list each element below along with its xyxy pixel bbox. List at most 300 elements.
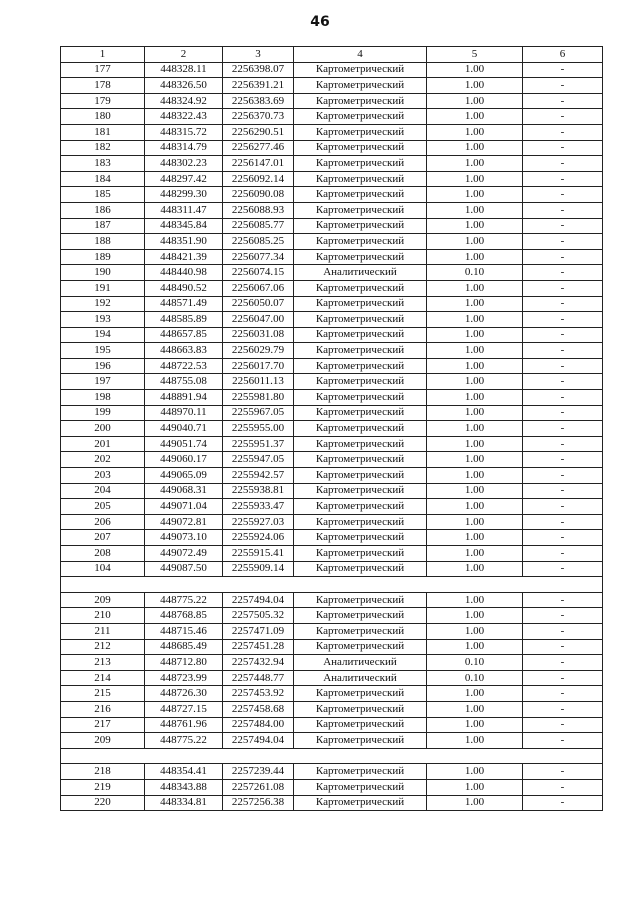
table-cell: 2256074.15 bbox=[223, 265, 294, 281]
table-row bbox=[61, 717, 603, 733]
table-cell: Картометрический bbox=[294, 733, 427, 749]
table-cell: 448326.50 bbox=[145, 78, 223, 94]
table-cell: - bbox=[523, 639, 603, 655]
table-cell: - bbox=[523, 62, 603, 78]
table-cell: 448775.22 bbox=[145, 592, 223, 608]
table-cell: 448314.79 bbox=[145, 140, 223, 156]
table-cell: - bbox=[523, 608, 603, 624]
table-cell: Картометрический bbox=[294, 608, 427, 624]
table-cell: 2257451.28 bbox=[223, 639, 294, 655]
table-cell: 449087.50 bbox=[145, 561, 223, 577]
table-cell: 198 bbox=[61, 390, 145, 406]
table-cell: 2256090.08 bbox=[223, 187, 294, 203]
table-cell: - bbox=[523, 405, 603, 421]
table-cell: 448712.80 bbox=[145, 655, 223, 671]
table-cell: 449068.31 bbox=[145, 483, 223, 499]
table-row bbox=[61, 405, 603, 421]
table-cell: 1.00 bbox=[427, 795, 523, 811]
table-cell: Картометрический bbox=[294, 530, 427, 546]
table-cell: Картометрический bbox=[294, 592, 427, 608]
table-cell: 1.00 bbox=[427, 109, 523, 125]
table-cell: 2255947.05 bbox=[223, 452, 294, 468]
table-cell: 2255909.14 bbox=[223, 561, 294, 577]
table-cell: 199 bbox=[61, 405, 145, 421]
table-cell: - bbox=[523, 468, 603, 484]
table-cell: 209 bbox=[61, 733, 145, 749]
table-row bbox=[61, 78, 603, 94]
table-row bbox=[61, 156, 603, 172]
table-cell: 183 bbox=[61, 156, 145, 172]
table-cell: - bbox=[523, 530, 603, 546]
table-cell: Картометрический bbox=[294, 296, 427, 312]
table-cell: 220 bbox=[61, 795, 145, 811]
table-cell: 209 bbox=[61, 592, 145, 608]
table-cell: 1.00 bbox=[427, 296, 523, 312]
table-cell: 1.00 bbox=[427, 343, 523, 359]
table-row bbox=[61, 249, 603, 265]
table-row bbox=[61, 623, 603, 639]
table-cell: 1.00 bbox=[427, 124, 523, 140]
table-row bbox=[61, 171, 603, 187]
table-cell: 2255951.37 bbox=[223, 436, 294, 452]
table-cell: 448726.30 bbox=[145, 686, 223, 702]
table-cell: - bbox=[523, 218, 603, 234]
header-cell: 4 bbox=[294, 47, 427, 63]
table-cell: - bbox=[523, 686, 603, 702]
table-cell: 2256017.70 bbox=[223, 358, 294, 374]
table-cell: Картометрический bbox=[294, 390, 427, 406]
table-row bbox=[61, 670, 603, 686]
table-cell: - bbox=[523, 140, 603, 156]
table-cell: Картометрический bbox=[294, 124, 427, 140]
table-row bbox=[61, 436, 603, 452]
table-cell: 1.00 bbox=[427, 468, 523, 484]
table-cell: 179 bbox=[61, 93, 145, 109]
table-cell: 2255955.00 bbox=[223, 421, 294, 437]
table-cell: - bbox=[523, 546, 603, 562]
table-cell: 189 bbox=[61, 249, 145, 265]
table-cell: 448421.39 bbox=[145, 249, 223, 265]
table-cell: 2257448.77 bbox=[223, 670, 294, 686]
table-cell: 448657.85 bbox=[145, 327, 223, 343]
table-cell: - bbox=[523, 93, 603, 109]
table-cell: 448322.43 bbox=[145, 109, 223, 125]
table-cell: 1.00 bbox=[427, 717, 523, 733]
table-cell: 1.00 bbox=[427, 202, 523, 218]
table-cell: Аналитический bbox=[294, 265, 427, 281]
table-row bbox=[61, 296, 603, 312]
table-cell: Картометрический bbox=[294, 483, 427, 499]
table-row bbox=[61, 202, 603, 218]
table-cell: 449073.10 bbox=[145, 530, 223, 546]
table-cell: 211 bbox=[61, 623, 145, 639]
table-row bbox=[61, 390, 603, 406]
table-cell: - bbox=[523, 374, 603, 390]
table-cell: - bbox=[523, 733, 603, 749]
table-row bbox=[61, 124, 603, 140]
table-cell: Картометрический bbox=[294, 717, 427, 733]
table-row bbox=[61, 701, 603, 717]
table-cell: 1.00 bbox=[427, 280, 523, 296]
table-cell: - bbox=[523, 234, 603, 250]
table-cell: Картометрический bbox=[294, 327, 427, 343]
table-cell: - bbox=[523, 280, 603, 296]
table-row bbox=[61, 655, 603, 671]
table-row bbox=[61, 546, 603, 562]
table-cell: Картометрический bbox=[294, 218, 427, 234]
table-cell: 2256067.06 bbox=[223, 280, 294, 296]
header-cell: 5 bbox=[427, 47, 523, 63]
table-cell: 448571.49 bbox=[145, 296, 223, 312]
table-cell: - bbox=[523, 327, 603, 343]
table-cell: 449060.17 bbox=[145, 452, 223, 468]
table-cell: Картометрический bbox=[294, 546, 427, 562]
table-cell: 2255967.05 bbox=[223, 405, 294, 421]
table-cell: 104 bbox=[61, 561, 145, 577]
group-separator-row bbox=[61, 577, 603, 593]
table-cell: Картометрический bbox=[294, 421, 427, 437]
table-cell: 1.00 bbox=[427, 701, 523, 717]
table-row bbox=[61, 421, 603, 437]
table-row bbox=[61, 374, 603, 390]
table-row bbox=[61, 639, 603, 655]
table-cell: - bbox=[523, 561, 603, 577]
table-cell: 216 bbox=[61, 701, 145, 717]
table-cell: 1.00 bbox=[427, 623, 523, 639]
table-cell: 213 bbox=[61, 655, 145, 671]
table-cell: 191 bbox=[61, 280, 145, 296]
table-cell: 2255924.06 bbox=[223, 530, 294, 546]
table-cell: 177 bbox=[61, 62, 145, 78]
table-row bbox=[61, 265, 603, 281]
table-cell: Картометрический bbox=[294, 764, 427, 780]
table-cell: 205 bbox=[61, 499, 145, 515]
table-cell: 184 bbox=[61, 171, 145, 187]
table-cell: 219 bbox=[61, 779, 145, 795]
table-cell: - bbox=[523, 265, 603, 281]
table-header-row bbox=[61, 47, 603, 63]
table-cell: 2257484.00 bbox=[223, 717, 294, 733]
table-cell: Картометрический bbox=[294, 405, 427, 421]
table-cell: 1.00 bbox=[427, 530, 523, 546]
table-cell: - bbox=[523, 187, 603, 203]
table-cell: 448490.52 bbox=[145, 280, 223, 296]
table-cell: 192 bbox=[61, 296, 145, 312]
table-cell: - bbox=[523, 124, 603, 140]
header-cell: 6 bbox=[523, 47, 603, 63]
table-cell: Картометрический bbox=[294, 312, 427, 328]
table-row bbox=[61, 561, 603, 577]
table-cell: 1.00 bbox=[427, 561, 523, 577]
table-cell: Картометрический bbox=[294, 202, 427, 218]
table-cell: 1.00 bbox=[427, 93, 523, 109]
table-cell: 1.00 bbox=[427, 187, 523, 203]
table-cell: 2257505.32 bbox=[223, 608, 294, 624]
page-number: 46 bbox=[310, 14, 330, 30]
table-cell: 200 bbox=[61, 421, 145, 437]
table-cell: - bbox=[523, 514, 603, 530]
table-row bbox=[61, 608, 603, 624]
table-cell: - bbox=[523, 592, 603, 608]
table-cell: Картометрический bbox=[294, 468, 427, 484]
table-cell: 1.00 bbox=[427, 312, 523, 328]
table-cell: - bbox=[523, 701, 603, 717]
table-cell: 448297.42 bbox=[145, 171, 223, 187]
table-cell: 448715.46 bbox=[145, 623, 223, 639]
table-cell: 215 bbox=[61, 686, 145, 702]
table-cell: 448775.22 bbox=[145, 733, 223, 749]
table-cell: Картометрический bbox=[294, 779, 427, 795]
table-cell: 2255981.80 bbox=[223, 390, 294, 406]
table-cell: 214 bbox=[61, 670, 145, 686]
table-cell: 1.00 bbox=[427, 514, 523, 530]
table-cell: - bbox=[523, 202, 603, 218]
table-cell: Картометрический bbox=[294, 374, 427, 390]
table-cell: Картометрический bbox=[294, 561, 427, 577]
table-cell: 448761.96 bbox=[145, 717, 223, 733]
table-row bbox=[61, 764, 603, 780]
table-cell: 190 bbox=[61, 265, 145, 281]
table-row bbox=[61, 358, 603, 374]
table-row bbox=[61, 483, 603, 499]
table-cell: 201 bbox=[61, 436, 145, 452]
table-row bbox=[61, 452, 603, 468]
table-cell: - bbox=[523, 390, 603, 406]
table-cell: 2256077.34 bbox=[223, 249, 294, 265]
table-cell: 1.00 bbox=[427, 686, 523, 702]
table-row bbox=[61, 187, 603, 203]
table-cell: 1.00 bbox=[427, 405, 523, 421]
table-cell: 182 bbox=[61, 140, 145, 156]
table-cell: Картометрический bbox=[294, 78, 427, 94]
table-cell: 448663.83 bbox=[145, 343, 223, 359]
table-cell: 180 bbox=[61, 109, 145, 125]
table-cell: 2256277.46 bbox=[223, 140, 294, 156]
table-cell: 195 bbox=[61, 343, 145, 359]
table-cell: 187 bbox=[61, 218, 145, 234]
table-row bbox=[61, 62, 603, 78]
table-cell: 2256050.07 bbox=[223, 296, 294, 312]
separator-cell bbox=[61, 748, 603, 764]
table-cell: 448334.81 bbox=[145, 795, 223, 811]
table-cell: 1.00 bbox=[427, 764, 523, 780]
table-cell: 203 bbox=[61, 468, 145, 484]
table-cell: 448755.08 bbox=[145, 374, 223, 390]
table-cell: 1.00 bbox=[427, 499, 523, 515]
table-cell: 449040.71 bbox=[145, 421, 223, 437]
table-row bbox=[61, 109, 603, 125]
table-cell: - bbox=[523, 779, 603, 795]
table-cell: 1.00 bbox=[427, 483, 523, 499]
table-row bbox=[61, 795, 603, 811]
table-cell: 1.00 bbox=[427, 374, 523, 390]
table-cell: - bbox=[523, 312, 603, 328]
table-cell: 449051.74 bbox=[145, 436, 223, 452]
table-cell: Аналитический bbox=[294, 655, 427, 671]
table-cell: 2257458.68 bbox=[223, 701, 294, 717]
table-cell: Картометрический bbox=[294, 187, 427, 203]
table-cell: 2256383.69 bbox=[223, 93, 294, 109]
table-cell: 202 bbox=[61, 452, 145, 468]
table-cell: - bbox=[523, 436, 603, 452]
table-cell: 2257453.92 bbox=[223, 686, 294, 702]
table-cell: 1.00 bbox=[427, 421, 523, 437]
table-cell: Картометрический bbox=[294, 93, 427, 109]
table-cell: 2256088.93 bbox=[223, 202, 294, 218]
table-cell: 206 bbox=[61, 514, 145, 530]
table-cell: 1.00 bbox=[427, 62, 523, 78]
table-row bbox=[61, 733, 603, 749]
table-cell: 0.10 bbox=[427, 265, 523, 281]
separator-cell bbox=[61, 577, 603, 593]
table-cell: 185 bbox=[61, 187, 145, 203]
table-cell: 2255927.03 bbox=[223, 514, 294, 530]
table-cell: - bbox=[523, 296, 603, 312]
table-cell: 1.00 bbox=[427, 546, 523, 562]
table-cell: 2256290.51 bbox=[223, 124, 294, 140]
table-cell: - bbox=[523, 343, 603, 359]
table-cell: 2256029.79 bbox=[223, 343, 294, 359]
table-cell: 1.00 bbox=[427, 78, 523, 94]
table-cell: Картометрический bbox=[294, 795, 427, 811]
table-cell: 204 bbox=[61, 483, 145, 499]
table-cell: Картометрический bbox=[294, 109, 427, 125]
table-cell: 2256031.08 bbox=[223, 327, 294, 343]
table-row bbox=[61, 234, 603, 250]
table-cell: - bbox=[523, 483, 603, 499]
table-cell: 1.00 bbox=[427, 249, 523, 265]
table-cell: Картометрический bbox=[294, 436, 427, 452]
table-cell: Картометрический bbox=[294, 358, 427, 374]
table-cell: 1.00 bbox=[427, 390, 523, 406]
header-cell: 2 bbox=[145, 47, 223, 63]
table-cell: 448299.30 bbox=[145, 187, 223, 203]
table-cell: 448585.89 bbox=[145, 312, 223, 328]
table-cell: 2256085.25 bbox=[223, 234, 294, 250]
table-cell: 186 bbox=[61, 202, 145, 218]
table-cell: 178 bbox=[61, 78, 145, 94]
table-cell: - bbox=[523, 421, 603, 437]
table-cell: Картометрический bbox=[294, 171, 427, 187]
table-cell: 448345.84 bbox=[145, 218, 223, 234]
table-cell: Картометрический bbox=[294, 499, 427, 515]
table-cell: 2256092.14 bbox=[223, 171, 294, 187]
table-row bbox=[61, 468, 603, 484]
table-cell: 2257494.04 bbox=[223, 733, 294, 749]
table-row bbox=[61, 530, 603, 546]
table-cell: - bbox=[523, 452, 603, 468]
table-cell: 2256370.73 bbox=[223, 109, 294, 125]
table-cell: Картометрический bbox=[294, 280, 427, 296]
table-cell: 2255938.81 bbox=[223, 483, 294, 499]
table-cell: Картометрический bbox=[294, 686, 427, 702]
table-cell: Картометрический bbox=[294, 343, 427, 359]
table-cell: - bbox=[523, 499, 603, 515]
table-row bbox=[61, 592, 603, 608]
table-cell: 449071.04 bbox=[145, 499, 223, 515]
table-cell: - bbox=[523, 623, 603, 639]
table-cell: 210 bbox=[61, 608, 145, 624]
table-cell: 212 bbox=[61, 639, 145, 655]
table-cell: 1.00 bbox=[427, 234, 523, 250]
coordinates-table bbox=[60, 46, 603, 811]
table-cell: 2257471.09 bbox=[223, 623, 294, 639]
table-cell: 2256391.21 bbox=[223, 78, 294, 94]
table-row bbox=[61, 686, 603, 702]
table-cell: 181 bbox=[61, 124, 145, 140]
table-cell: 1.00 bbox=[427, 639, 523, 655]
table-cell: - bbox=[523, 78, 603, 94]
table-cell: 448685.49 bbox=[145, 639, 223, 655]
table-cell: 196 bbox=[61, 358, 145, 374]
table-cell: - bbox=[523, 156, 603, 172]
table-cell: 1.00 bbox=[427, 358, 523, 374]
table-cell: - bbox=[523, 171, 603, 187]
table-row bbox=[61, 327, 603, 343]
table-cell: - bbox=[523, 795, 603, 811]
table-row bbox=[61, 312, 603, 328]
table-row bbox=[61, 218, 603, 234]
table-row bbox=[61, 499, 603, 515]
table-cell: 448351.90 bbox=[145, 234, 223, 250]
table-cell: 448302.23 bbox=[145, 156, 223, 172]
table-cell: - bbox=[523, 109, 603, 125]
table-row bbox=[61, 514, 603, 530]
table-cell: Аналитический bbox=[294, 670, 427, 686]
table-cell: 449065.09 bbox=[145, 468, 223, 484]
table-cell: 1.00 bbox=[427, 171, 523, 187]
header-cell: 3 bbox=[223, 47, 294, 63]
table-cell: Картометрический bbox=[294, 639, 427, 655]
table-cell: 448723.99 bbox=[145, 670, 223, 686]
table-cell: Картометрический bbox=[294, 140, 427, 156]
table-cell: 194 bbox=[61, 327, 145, 343]
table-cell: - bbox=[523, 655, 603, 671]
table-cell: 1.00 bbox=[427, 608, 523, 624]
table-row bbox=[61, 93, 603, 109]
table-cell: 2257432.94 bbox=[223, 655, 294, 671]
table-cell: 2256147.01 bbox=[223, 156, 294, 172]
table-cell: 197 bbox=[61, 374, 145, 390]
table-cell: 448343.88 bbox=[145, 779, 223, 795]
table-cell: - bbox=[523, 358, 603, 374]
table-cell: 449072.49 bbox=[145, 546, 223, 562]
table-cell: 1.00 bbox=[427, 327, 523, 343]
table-cell: 188 bbox=[61, 234, 145, 250]
table-cell: 2256085.77 bbox=[223, 218, 294, 234]
table-cell: - bbox=[523, 670, 603, 686]
table-cell: Картометрический bbox=[294, 623, 427, 639]
table-cell: 448768.85 bbox=[145, 608, 223, 624]
table-cell: - bbox=[523, 717, 603, 733]
table-cell: Картометрический bbox=[294, 234, 427, 250]
table-cell: Картометрический bbox=[294, 156, 427, 172]
table-row bbox=[61, 280, 603, 296]
table-cell: 448440.98 bbox=[145, 265, 223, 281]
table-cell: Картометрический bbox=[294, 249, 427, 265]
table-cell: 1.00 bbox=[427, 779, 523, 795]
table-cell: 2257494.04 bbox=[223, 592, 294, 608]
table-cell: 2257256.38 bbox=[223, 795, 294, 811]
table-cell: 2257239.44 bbox=[223, 764, 294, 780]
table-cell: 448328.11 bbox=[145, 62, 223, 78]
table-cell: 2255933.47 bbox=[223, 499, 294, 515]
table-cell: 448311.47 bbox=[145, 202, 223, 218]
table-cell: 2257261.08 bbox=[223, 779, 294, 795]
table-cell: 448315.72 bbox=[145, 124, 223, 140]
table-cell: Картометрический bbox=[294, 452, 427, 468]
table-cell: 2256011.13 bbox=[223, 374, 294, 390]
